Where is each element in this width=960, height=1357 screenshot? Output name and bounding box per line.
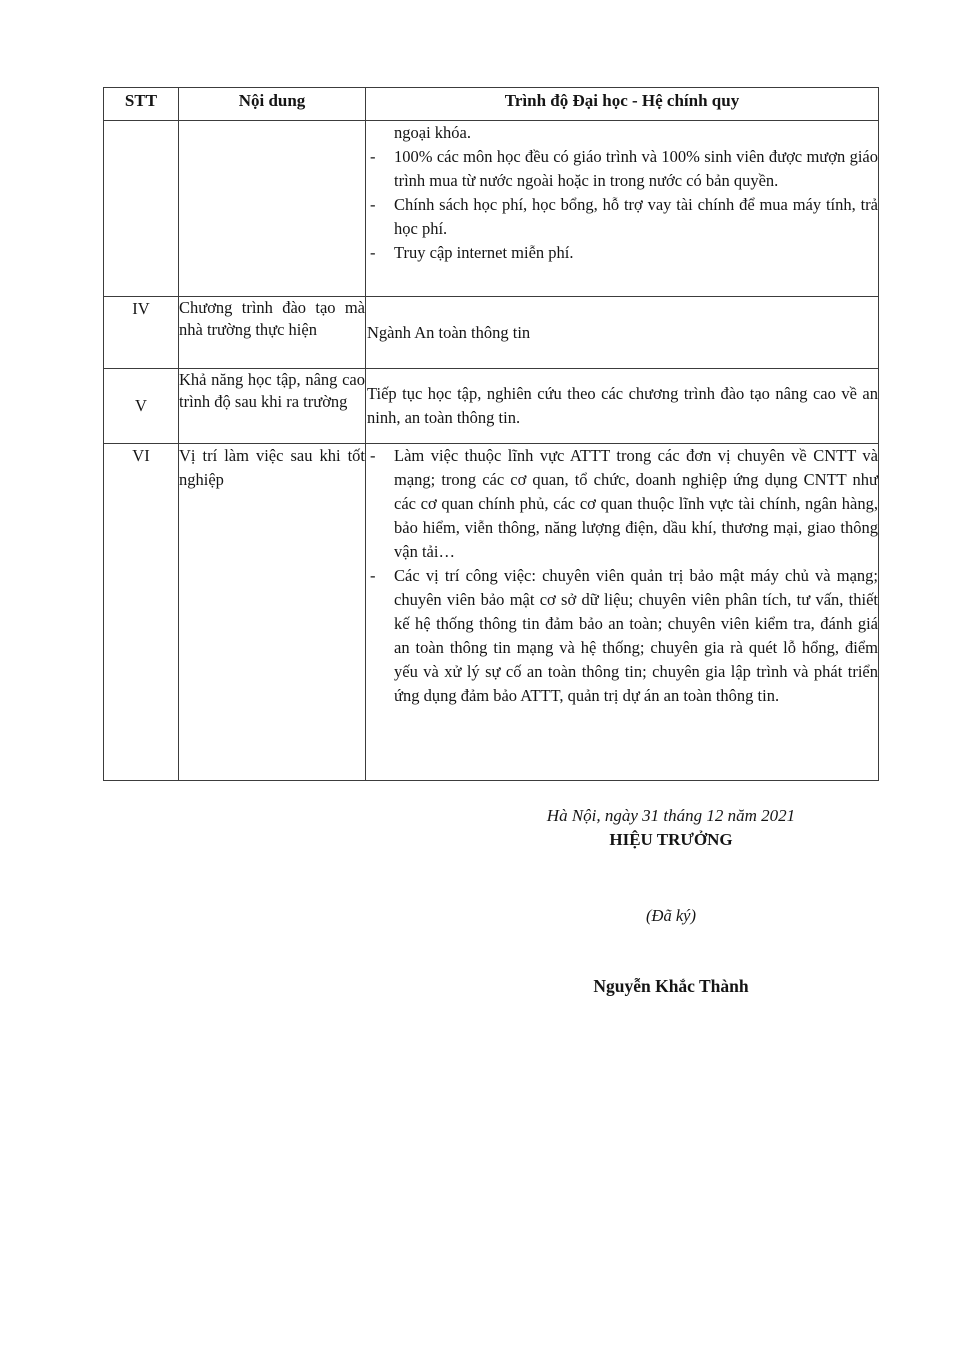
signature-block: [460, 800, 882, 998]
bullet-text: Chính sách học phí, học bổng, hỗ trợ vay tài chính để mua máy tính, trả học phí.: [394, 195, 878, 238]
bullet-dash-icon: -: [370, 566, 376, 585]
bullet-dash-icon: -: [370, 195, 376, 214]
cell-noidung-vi: Vị trí làm việc sau khi tốt nghiệp: [179, 444, 366, 781]
table-row-continuation: [104, 121, 879, 297]
bullet-item: [366, 241, 878, 265]
program-info-table-wrap: [103, 87, 879, 781]
cell-stt-empty: [104, 121, 179, 297]
continuation-line: ngoại khóa.: [394, 123, 471, 142]
bullet-item: [366, 145, 878, 193]
cell-noidung-v: Khả năng học tập, nâng cao trình độ sau khi ra trường: [179, 369, 366, 444]
cell-stt-vi: VI: [104, 444, 179, 781]
bullet-text: Các vị trí công việc: chuyên viên quản trị bảo mật máy chủ và mạng; chuyên viên bảo mật cơ sở dữ liệu; chuyên viên phân tích, tư vấn, thiết kế hệ thống thông tin đảm bảo an toàn; chuyên viên kiểm tra, đánh giá an toàn thông tin mạng và hệ thống; chuyên gia rà quét lỗ hổng, điểm yếu và xử lý sự cố an toàn thông tin; chuyên gia lập trình và phát triển ứng dụng đảm bảo ATTT, quản trị dự án an toàn thông tin.: [394, 566, 878, 705]
bullet-text: Truy cập internet miễn phí.: [394, 243, 574, 262]
program-info-table: [103, 87, 879, 781]
signer-title: HIỆU TRƯỞNG: [609, 830, 733, 849]
cell-trinhdo-continuation: [366, 121, 879, 297]
header-stt: STT: [104, 88, 179, 121]
cell-trinhdo-v: [366, 369, 879, 444]
signed-note: (Đã ký): [646, 906, 696, 925]
cell-trinhdo-vi: [366, 444, 879, 781]
cell-stt-v: V: [104, 369, 179, 444]
table-header-row: [104, 88, 879, 121]
cell-stt-iv: IV: [104, 297, 179, 369]
place-date-line: Hà Nội, ngày 31 tháng 12 năm 2021: [546, 806, 796, 825]
table-row-iv: [104, 297, 879, 369]
further-study-text: Tiếp tục học tập, nghiên cứu theo các chương trình đào tạo nâng cao về an ninh, an toàn thông tin.: [367, 384, 878, 427]
signer-name: Nguyễn Khắc Thành: [593, 976, 749, 996]
bullet-item: [366, 444, 878, 564]
bullet-item: [366, 193, 878, 241]
bullet-item: [366, 564, 878, 708]
cell-noidung-iv: Chương trình đào tạo mà nhà trường thực hiện: [179, 297, 366, 369]
bullet-dash-icon: -: [370, 243, 376, 262]
header-noi-dung: Nội dung: [179, 88, 366, 121]
cell-noidung-empty: [179, 121, 366, 297]
program-name-text: Ngành An toàn thông tin: [367, 322, 531, 342]
header-trinh-do: Trình độ Đại học - Hệ chính quy: [366, 88, 879, 121]
table-row-vi: [104, 444, 879, 781]
bullet-dash-icon: -: [370, 446, 376, 465]
bullet-text: 100% các môn học đều có giáo trình và 100% sinh viên được mượn giáo trình mua từ nước ngoài hoặc in trong nước có bản quyền.: [394, 147, 878, 190]
table-row-v: [104, 369, 879, 444]
bullet-dash-icon: -: [370, 147, 376, 166]
bullet-text: Làm việc thuộc lĩnh vực ATTT trong các đơn vị chuyên về CNTT và mạng; trong các cơ quan, tổ chức, doanh nghiệp ứng dụng CNTT như các cơ quan chính phủ, các cơ quan thuộc lĩnh vực tài chính, ngân hàng, bảo hiểm, viễn thông, năng lượng điện, dầu khí, thương mại, giao thông vận tải…: [394, 446, 878, 561]
cell-trinhdo-iv: [366, 297, 879, 369]
